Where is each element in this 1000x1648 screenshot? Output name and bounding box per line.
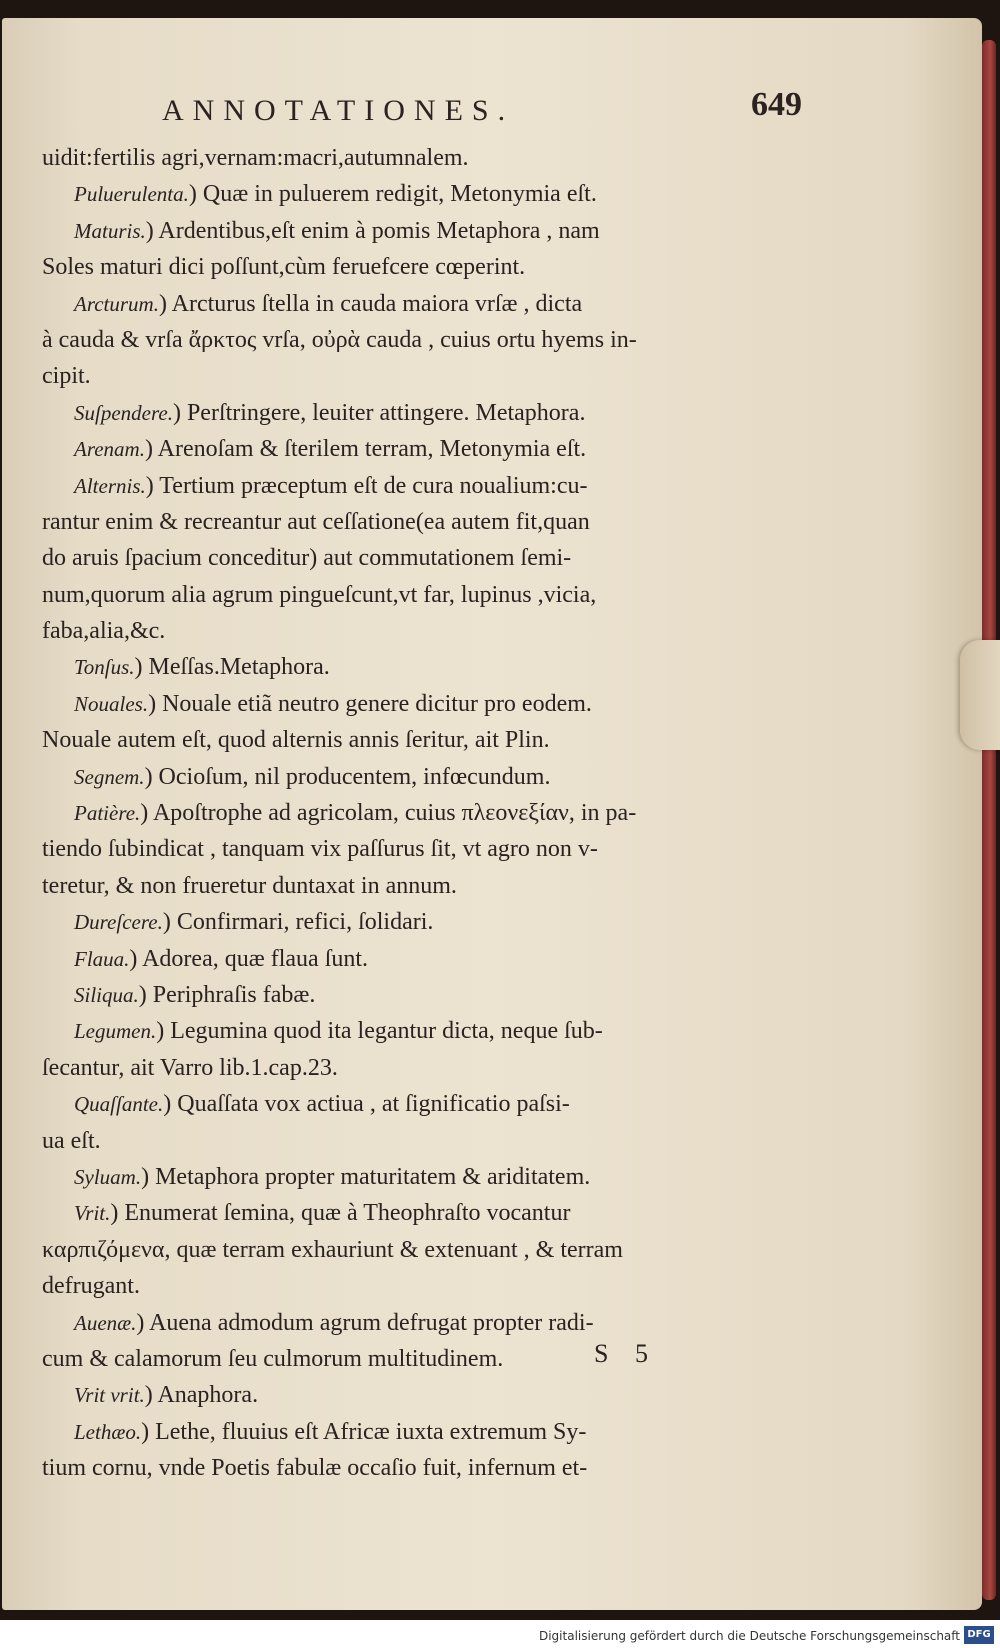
text-line	[42, 540, 802, 576]
lemma: Legumen.	[74, 1019, 157, 1044]
line-text: ) Ardentibus,eſt enim à pomis Metaphora , nam	[145, 217, 600, 244]
book-page	[2, 18, 982, 1610]
text-line	[42, 1268, 802, 1304]
lemma: Quaſſante.	[74, 1092, 164, 1117]
text-line	[42, 1195, 802, 1231]
text-line	[42, 686, 802, 722]
line-text: ) Quæ in puluerem redigit, Metonymia eſt.	[188, 181, 597, 208]
line-text: Soles maturi dici poſſunt,cùm feruefcere cœperint.	[42, 254, 526, 281]
text-line	[42, 613, 802, 649]
line-text: tium cornu, vnde Poetis fabulæ occaſio fuit, infernum et-	[42, 1455, 588, 1482]
lemma: Maturis.	[74, 218, 146, 243]
text-line	[42, 1013, 802, 1049]
line-text: ) Apoſtrophe ad agricolam, cuius πλεονεξίαν, in pa-	[140, 800, 637, 827]
lemma: Vrit vrit.	[74, 1383, 145, 1408]
credit-bar	[0, 1620, 1000, 1648]
lemma: Patière.	[74, 801, 141, 826]
text-line	[42, 722, 802, 758]
text-line	[42, 322, 802, 358]
line-text: teretur, & non frueretur duntaxat in annum.	[42, 872, 457, 899]
line-text: ) Periphraſis fabæ.	[138, 981, 316, 1008]
lemma: Siliqua.	[74, 982, 139, 1007]
line-text: ) Enumerat ſemina, quæ à Theophraſto vocantur	[110, 1200, 571, 1227]
line-text: Nouale autem eſt, quod alternis annis ſeritur, ait Plin.	[42, 727, 550, 754]
line-text: ) Arcturus ſtella in cauda maiora vrſæ , dicta	[158, 290, 583, 317]
lemma: Dureſcere.	[74, 910, 163, 935]
line-text: ) Tertium præceptum eſt de cura noualium:cu-	[145, 472, 588, 499]
text-line	[42, 759, 802, 795]
bookmark-tab	[960, 640, 1000, 750]
lemma: Puluerulenta.	[74, 182, 189, 207]
signature-mark: S 5	[594, 1339, 658, 1368]
text-line	[42, 977, 802, 1013]
lemma: Arenam.	[74, 437, 145, 462]
dfg-logo: DFG	[964, 1626, 994, 1644]
running-head: ANNOTATIONES.	[162, 94, 515, 127]
line-text: ) Nouale etiã neutro genere dicitur pro eodem.	[148, 690, 592, 717]
text-line	[42, 213, 802, 249]
line-text: rantur enim & recreantur aut ceſſatione(ea autem fit,quan	[42, 508, 590, 535]
text-line	[42, 1050, 802, 1086]
line-text: ) Auena admodum agrum defrugat propter radi-	[136, 1309, 594, 1336]
text-line	[42, 249, 802, 285]
text-line	[42, 358, 802, 394]
line-text: ) Lethe, fluuius eſt Africæ iuxta extremum Sy-	[141, 1418, 587, 1445]
line-text: ) Anaphora.	[144, 1382, 259, 1409]
lemma: Nouales.	[74, 691, 149, 716]
text-line	[42, 468, 802, 504]
line-text: cipit.	[42, 363, 91, 390]
line-text: ) Confirmari, refici, ſolidari.	[162, 909, 434, 936]
lemma: Alternis.	[74, 473, 146, 498]
line-text: καρπιζόμενα, quæ terram exhauriunt & extenuant , & terram	[42, 1236, 623, 1263]
text-line	[42, 1414, 802, 1450]
text-line	[42, 904, 802, 940]
line-text: ſecantur, ait Varro lib.1.cap.23.	[42, 1054, 338, 1081]
lemma: Lethæo.	[74, 1419, 142, 1444]
text-line	[42, 504, 802, 540]
lemma: Tonſus.	[74, 655, 135, 680]
text-line	[42, 1377, 802, 1413]
line-text: ) Arenoſam & ſterilem terram, Metonymia eſt.	[144, 436, 587, 463]
line-text: num,quorum alia agrum pingueſcunt,vt far, lupinus ,vicia,	[42, 581, 597, 608]
line-text: uidit:fertilis agri,vernam:macri,autumnalem.	[42, 145, 469, 171]
annotation-text	[42, 140, 802, 1486]
line-text: ) Adorea, quæ flaua ſunt.	[129, 945, 369, 972]
text-line	[42, 1086, 802, 1122]
lemma: Auenæ.	[74, 1310, 137, 1335]
line-text: ) Perſtringere, leuiter attingere. Metaphora.	[172, 399, 586, 426]
text-line	[42, 176, 802, 212]
line-text: do aruis ſpacium conceditur) aut commutationem ſemi-	[42, 545, 572, 572]
lemma: Flaua.	[74, 946, 130, 971]
line-text: à cauda & vrſa ἄρκτος vrſa, οὐρὰ cauda , cuius ortu hyems in-	[42, 326, 637, 353]
line-text: faba,alia,&c.	[42, 618, 166, 645]
line-text: ) Quaſſata vox actiua , at ſignificatio paſsi-	[163, 1091, 570, 1118]
line-text: ) Legumina quod ita legantur dicta, neque ſub-	[156, 1018, 603, 1045]
text-line	[42, 795, 802, 831]
line-text: ua eſt.	[42, 1127, 101, 1154]
line-text: cum & calamorum ſeu culmorum multitudinem.	[42, 1345, 504, 1372]
text-line	[42, 140, 802, 176]
line-text: ) Metaphora propter maturitatem & ariditatem.	[141, 1163, 591, 1190]
digitization-credit: Digitalisierung gefördert durch die Deutsche Forschungsgemeinschaft	[538, 1629, 960, 1643]
line-text: ) Ocioſum, nil producentem, infœcundum.	[144, 763, 551, 790]
text-line	[42, 577, 802, 613]
text-line	[42, 1123, 802, 1159]
page-foot	[42, 1336, 802, 1372]
line-text: ) Meſſas.Metaphora.	[134, 654, 330, 681]
lemma: Segnem.	[74, 764, 145, 789]
text-line	[42, 1450, 802, 1486]
lemma: Syluam.	[74, 1164, 142, 1189]
text-line	[42, 649, 802, 685]
text-line	[42, 941, 802, 977]
text-line	[42, 1159, 802, 1195]
page-number: 649	[751, 86, 802, 123]
text-line	[42, 1232, 802, 1268]
text-line	[42, 868, 802, 904]
text-line	[42, 431, 802, 467]
lemma: Vrit.	[74, 1201, 111, 1226]
text-line	[42, 286, 802, 322]
line-text: defrugant.	[42, 1273, 140, 1300]
lemma: Arcturum.	[74, 291, 159, 316]
lemma: Suſpendere.	[74, 400, 173, 425]
page-header	[42, 86, 802, 136]
book-edge	[982, 40, 996, 1600]
text-line	[42, 831, 802, 867]
text-line	[42, 395, 802, 431]
line-text: tiendo ſubindicat , tanquam vix paſſurus ſit, vt agro non v-	[42, 836, 598, 863]
